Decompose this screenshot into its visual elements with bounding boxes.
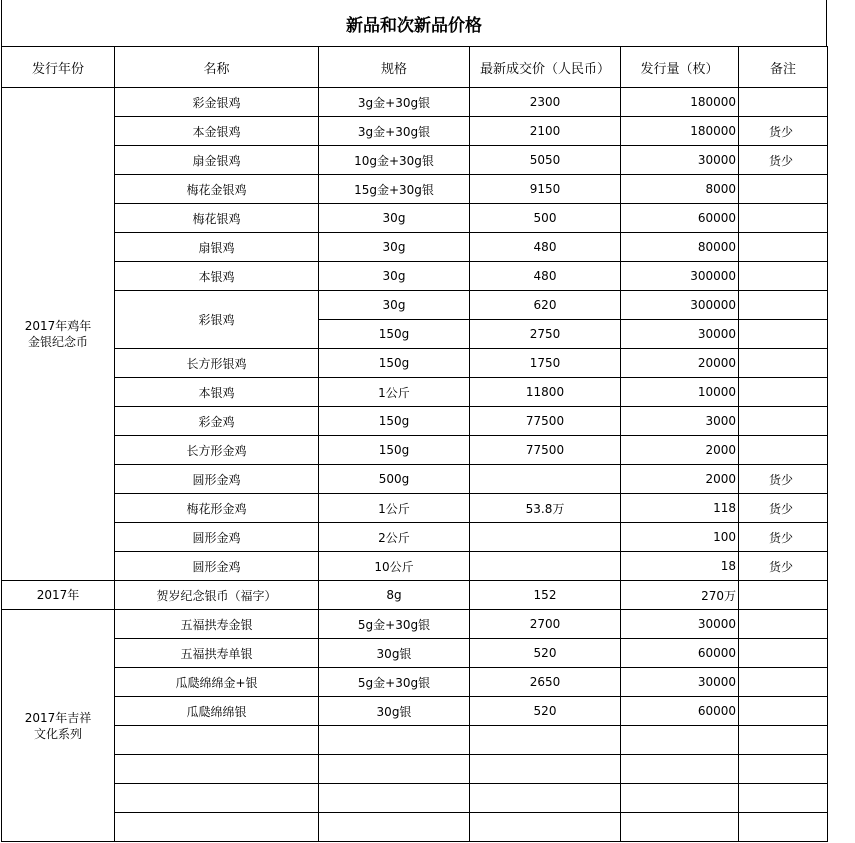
table-row (2, 349, 828, 378)
note-cell: 货少 (739, 552, 828, 581)
spec-cell: 30g (319, 233, 470, 262)
sheet-title: 新品和次新品价格 (1, 0, 827, 46)
quantity-cell: 300000 (621, 291, 739, 320)
table-row (2, 610, 828, 639)
year-cell (2, 581, 115, 610)
note-cell (739, 88, 828, 117)
spec-cell: 2公斤 (319, 523, 470, 552)
price-cell (470, 523, 621, 552)
price-cell: 480 (470, 262, 621, 291)
quantity-cell: 18 (621, 552, 739, 581)
spec-cell: 1公斤 (319, 378, 470, 407)
quantity-cell: 30000 (621, 668, 739, 697)
quantity-cell: 8000 (621, 175, 739, 204)
spec-cell: 30g (319, 262, 470, 291)
spec-cell: 15g金+30g银 (319, 175, 470, 204)
name-cell: 彩金银鸡 (115, 88, 319, 117)
note-cell (739, 784, 828, 813)
price-cell: 2300 (470, 88, 621, 117)
year-line: 2017年鸡年 (24, 319, 92, 333)
year-line: 文化系列 (33, 726, 82, 741)
table-row (2, 378, 828, 407)
table-row (2, 465, 828, 494)
quantity-cell: 2000 (621, 436, 739, 465)
name-cell: 瓜瓞绵绵金+银 (115, 668, 319, 697)
year-line: 2017年 (36, 588, 80, 602)
quantity-cell: 60000 (621, 204, 739, 233)
name-cell: 五福拱寿金银 (115, 610, 319, 639)
year-cell (2, 610, 115, 842)
spec-cell: 5g金+30g银 (319, 610, 470, 639)
name-cell: 本银鸡 (115, 378, 319, 407)
quantity-cell: 80000 (621, 233, 739, 262)
quantity-cell: 20000 (621, 349, 739, 378)
quantity-cell: 60000 (621, 639, 739, 668)
table-row (2, 552, 828, 581)
table-row (2, 88, 828, 117)
header-quantity: 发行量（枚） (621, 47, 739, 88)
name-cell: 长方形银鸡 (115, 349, 319, 378)
quantity-cell: 180000 (621, 117, 739, 146)
header-note: 备注 (739, 47, 828, 88)
price-cell: 9150 (470, 175, 621, 204)
note-cell: 货少 (739, 494, 828, 523)
table-row (2, 436, 828, 465)
quantity-cell: 30000 (621, 610, 739, 639)
name-cell: 贺岁纪念银币（福字） (115, 581, 319, 610)
note-cell (739, 320, 828, 349)
quantity-cell: 3000 (621, 407, 739, 436)
quantity-cell: 118 (621, 494, 739, 523)
quantity-cell: 2000 (621, 465, 739, 494)
quantity-cell (621, 784, 739, 813)
quantity-cell: 60000 (621, 697, 739, 726)
note-cell (739, 697, 828, 726)
price-cell: 5050 (470, 146, 621, 175)
name-cell: 圆形金鸡 (115, 552, 319, 581)
table-row (2, 262, 828, 291)
price-cell: 520 (470, 639, 621, 668)
header-year: 发行年份 (2, 47, 115, 88)
note-cell (739, 291, 828, 320)
price-cell: 11800 (470, 378, 621, 407)
price-cell: 77500 (470, 436, 621, 465)
spec-cell: 150g (319, 436, 470, 465)
spec-cell: 30g (319, 204, 470, 233)
name-cell: 本银鸡 (115, 262, 319, 291)
note-cell (739, 233, 828, 262)
spec-cell (319, 726, 470, 755)
price-table (1, 46, 828, 842)
note-cell (739, 204, 828, 233)
name-cell: 梅花形金鸡 (115, 494, 319, 523)
price-cell: 1750 (470, 349, 621, 378)
header-row (2, 47, 828, 88)
quantity-cell (621, 755, 739, 784)
year-cell (2, 88, 115, 581)
spec-cell: 1公斤 (319, 494, 470, 523)
name-cell: 彩金鸡 (115, 407, 319, 436)
year-line: 2017年吉祥 (24, 710, 92, 725)
quantity-cell: 100 (621, 523, 739, 552)
price-cell (470, 784, 621, 813)
table-row (2, 523, 828, 552)
price-cell (470, 813, 621, 842)
name-cell (115, 726, 319, 755)
name-cell: 彩银鸡 (115, 291, 319, 349)
table-row (2, 755, 828, 784)
spreadsheet (1, 0, 827, 843)
quantity-cell: 270万 (621, 581, 739, 610)
table-row (2, 697, 828, 726)
quantity-cell (621, 813, 739, 842)
name-cell: 圆形金鸡 (115, 523, 319, 552)
name-cell: 瓜瓞绵绵银 (115, 697, 319, 726)
price-cell (470, 755, 621, 784)
spec-cell: 150g (319, 320, 470, 349)
price-cell: 500 (470, 204, 621, 233)
quantity-cell: 30000 (621, 320, 739, 349)
price-cell: 2750 (470, 320, 621, 349)
year-line: 金银纪念币 (27, 335, 88, 349)
note-cell: 货少 (739, 523, 828, 552)
table-row (2, 175, 828, 204)
name-cell: 本金银鸡 (115, 117, 319, 146)
table-row (2, 668, 828, 697)
name-cell: 扇金银鸡 (115, 146, 319, 175)
note-cell (739, 407, 828, 436)
note-cell: 货少 (739, 465, 828, 494)
note-cell (739, 175, 828, 204)
spec-cell: 10公斤 (319, 552, 470, 581)
table-row (2, 291, 828, 320)
header-name: 名称 (115, 47, 319, 88)
note-cell (739, 262, 828, 291)
note-cell (739, 349, 828, 378)
price-cell: 2650 (470, 668, 621, 697)
name-cell (115, 784, 319, 813)
price-cell: 152 (470, 581, 621, 610)
name-cell: 扇银鸡 (115, 233, 319, 262)
table-row (2, 726, 828, 755)
spec-cell: 500g (319, 465, 470, 494)
table-row (2, 204, 828, 233)
name-cell (115, 755, 319, 784)
name-cell: 梅花金银鸡 (115, 175, 319, 204)
name-cell: 五福拱寿单银 (115, 639, 319, 668)
price-cell: 520 (470, 697, 621, 726)
note-cell: 货少 (739, 146, 828, 175)
spec-cell (319, 813, 470, 842)
table-row (2, 407, 828, 436)
table-row (2, 146, 828, 175)
table-row (2, 117, 828, 146)
note-cell (739, 639, 828, 668)
spec-cell (319, 755, 470, 784)
note-cell: 货少 (739, 117, 828, 146)
note-cell (739, 668, 828, 697)
note-cell (739, 755, 828, 784)
spec-cell: 30g银 (319, 639, 470, 668)
price-cell: 53.8万 (470, 494, 621, 523)
price-cell: 77500 (470, 407, 621, 436)
table-row (2, 233, 828, 262)
note-cell (739, 436, 828, 465)
price-cell: 620 (470, 291, 621, 320)
name-cell: 圆形金鸡 (115, 465, 319, 494)
note-cell (739, 378, 828, 407)
note-cell (739, 581, 828, 610)
quantity-cell: 180000 (621, 88, 739, 117)
price-cell: 2100 (470, 117, 621, 146)
quantity-cell (621, 726, 739, 755)
quantity-cell: 30000 (621, 146, 739, 175)
name-cell (115, 813, 319, 842)
note-cell (739, 813, 828, 842)
price-cell (470, 726, 621, 755)
price-cell (470, 465, 621, 494)
spec-cell: 150g (319, 349, 470, 378)
spec-cell: 3g金+30g银 (319, 88, 470, 117)
price-cell: 480 (470, 233, 621, 262)
header-spec: 规格 (319, 47, 470, 88)
spec-cell: 30g银 (319, 697, 470, 726)
spec-cell: 30g (319, 291, 470, 320)
table-row (2, 494, 828, 523)
spec-cell: 8g (319, 581, 470, 610)
note-cell (739, 726, 828, 755)
note-cell (739, 610, 828, 639)
spec-cell: 10g金+30g银 (319, 146, 470, 175)
spec-cell (319, 784, 470, 813)
header-price: 最新成交价（人民币） (470, 47, 621, 88)
price-cell (470, 552, 621, 581)
quantity-cell: 300000 (621, 262, 739, 291)
table-row (2, 581, 828, 610)
name-cell: 长方形金鸡 (115, 436, 319, 465)
table-row (2, 639, 828, 668)
spec-cell: 150g (319, 407, 470, 436)
name-cell: 梅花银鸡 (115, 204, 319, 233)
spec-cell: 3g金+30g银 (319, 117, 470, 146)
price-cell: 2700 (470, 610, 621, 639)
spec-cell: 5g金+30g银 (319, 668, 470, 697)
table-row (2, 784, 828, 813)
quantity-cell: 10000 (621, 378, 739, 407)
table-row (2, 813, 828, 842)
